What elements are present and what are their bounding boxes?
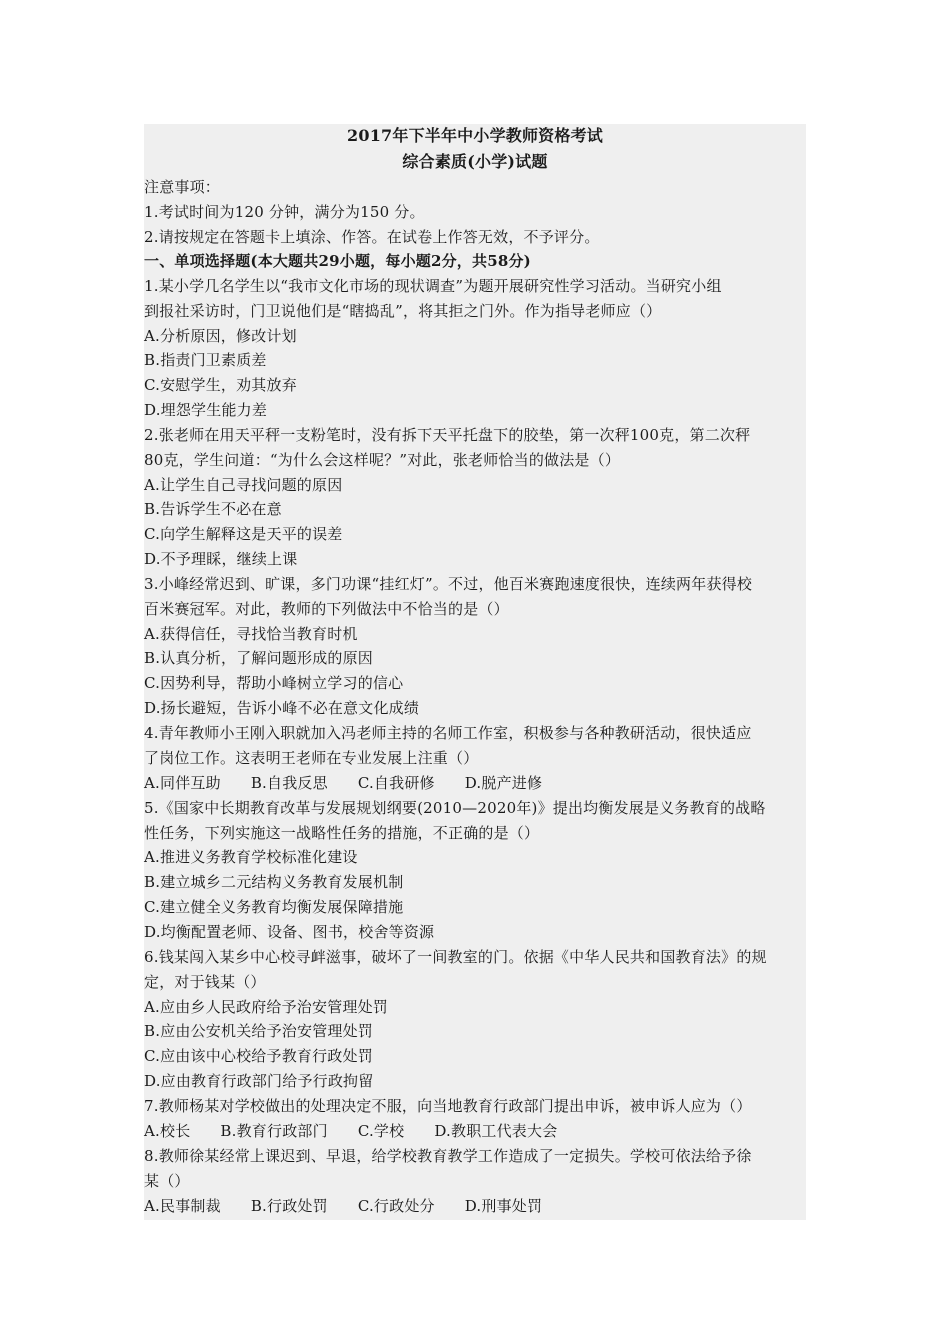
question-option: D.教职工代表大会: [434, 1122, 558, 1140]
exam-title: 2017年下半年中小学教师资格考试: [347, 126, 603, 145]
question-option: A.应由乡人民政府给予治安管理处罚: [144, 998, 389, 1016]
question-option: D.不予理睬，继续上课: [144, 550, 298, 568]
question-option: D.脱产进修: [464, 774, 543, 792]
question-stem: 百米赛冠军。对此，教师的下列做法中不恰当的是（）: [144, 600, 509, 618]
question-option: D.扬长避短，告诉小峰不必在意文化成绩: [144, 699, 420, 717]
notice-item: 1.考试时间为120 分钟，满分为150 分。: [144, 203, 425, 221]
question-option: B.告诉学生不必在意: [144, 500, 282, 518]
question-stem: 了岗位工作。这表明王老师在专业发展上注重（）: [144, 749, 479, 767]
question-option: B.认真分析，了解问题形成的原因: [144, 649, 373, 667]
question-option: C.向学生解释这是天平的误差: [144, 525, 343, 543]
question-option: A.让学生自己寻找问题的原因: [144, 476, 343, 494]
question-stem: 1.某小学几名学生以“我市文化市场的现状调查”为题开展研究性学习活动。当研究小组: [144, 277, 722, 295]
question-option: C.应由该中心校给予教育行政处罚: [144, 1047, 373, 1065]
question-stem: 80克，学生问道：“为什么会这样呢？”对此，张老师恰当的做法是（）: [144, 451, 621, 469]
question-option: D.埋怨学生能力差: [144, 401, 268, 419]
question-stem: 2.张老师在用天平秤一支粉笔时，没有拆下天平托盘下的胶垫，第一次秤100克，第二次秤: [144, 426, 751, 444]
question-stem: 6.钱某闯入某乡中心校寻衅滋事，破坏了一间教室的门。依据《中华人民共和国教育法》的规: [144, 948, 767, 966]
question-options-row: [144, 1194, 806, 1218]
question-stem: 性任务，下列实施这一战略性任务的措施，不正确的是（）: [144, 824, 540, 842]
question-stem: 定，对于钱某（）: [144, 973, 266, 991]
question-stem: 某（）: [144, 1172, 190, 1190]
question-option: C.自我研修: [357, 774, 435, 792]
question-stem: 8.教师徐某经常上课迟到、早退，给学校教育教学工作造成了一定损失。学校可依法给予徐: [144, 1147, 752, 1165]
question-option: B.行政处罚: [250, 1197, 328, 1215]
question-option: B.自我反思: [250, 774, 328, 792]
question-option: A.获得信任，寻找恰当教育时机: [144, 625, 358, 643]
question-option: C.学校: [357, 1122, 405, 1140]
question-option: A.同伴互助: [144, 774, 221, 792]
question-option: B.应由公安机关给予治安管理处罚: [144, 1022, 373, 1040]
question-option: D.刑事处罚: [464, 1197, 543, 1215]
question-option: A.校长: [144, 1122, 191, 1140]
question-options-row: [144, 771, 806, 795]
question-option: A.民事制裁: [144, 1197, 221, 1215]
question-options-row: [144, 1119, 806, 1143]
question-option: C.行政处分: [357, 1197, 435, 1215]
question-option: B.指责门卫素质差: [144, 351, 267, 369]
notice-item: 2.请按规定在答题卡上填涂、作答。在试卷上作答无效，不予评分。: [144, 228, 600, 246]
notice-heading: 注意事项：: [144, 178, 221, 196]
question-option: D.均衡配置老师、设备、图书，校舍等资源: [144, 923, 435, 941]
question-option: A.分析原因，修改计划: [144, 327, 297, 345]
question-stem: 5.《国家中长期教育改革与发展规划纲要(2010—2020年)》提出均衡发展是义务教育的战略: [144, 799, 766, 817]
question-option: C.因势利导，帮助小峰树立学习的信心: [144, 674, 404, 692]
question-option: D.应由教育行政部门给予行政拘留: [144, 1072, 374, 1090]
question-option: C.建立健全义务教育均衡发展保障措施: [144, 898, 404, 916]
question-option: A.推进义务教育学校标准化建设: [144, 848, 358, 866]
question-option: B.教育行政部门: [220, 1122, 328, 1140]
question-option: C.安慰学生，劝其放弃: [144, 376, 297, 394]
exam-subtitle: 综合素质(小学)试题: [402, 152, 548, 171]
question-stem: 7.教师杨某对学校做出的处理决定不服，向当地教育行政部门提出申诉，被申诉人应为（）: [144, 1097, 752, 1115]
question-option: B.建立城乡二元结构义务教育发展机制: [144, 873, 404, 891]
question-stem: 4.青年教师小王刚入职就加入冯老师主持的名师工作室，积极参与各种教研活动，很快适应: [144, 724, 752, 742]
section-title: 一、单项选择题(本大题共29小题，每小题2分，共58分): [144, 252, 531, 270]
question-stem: 3.小峰经常迟到、旷课，多门功课“挂红灯”。不过，他百米赛跑速度很快，连续两年获得校: [144, 575, 753, 593]
exam-sheet: [144, 124, 806, 1220]
question-stem: 到报社采访时，门卫说他们是“瞎捣乱”，将其拒之门外。作为指导老师应（）: [144, 302, 662, 320]
